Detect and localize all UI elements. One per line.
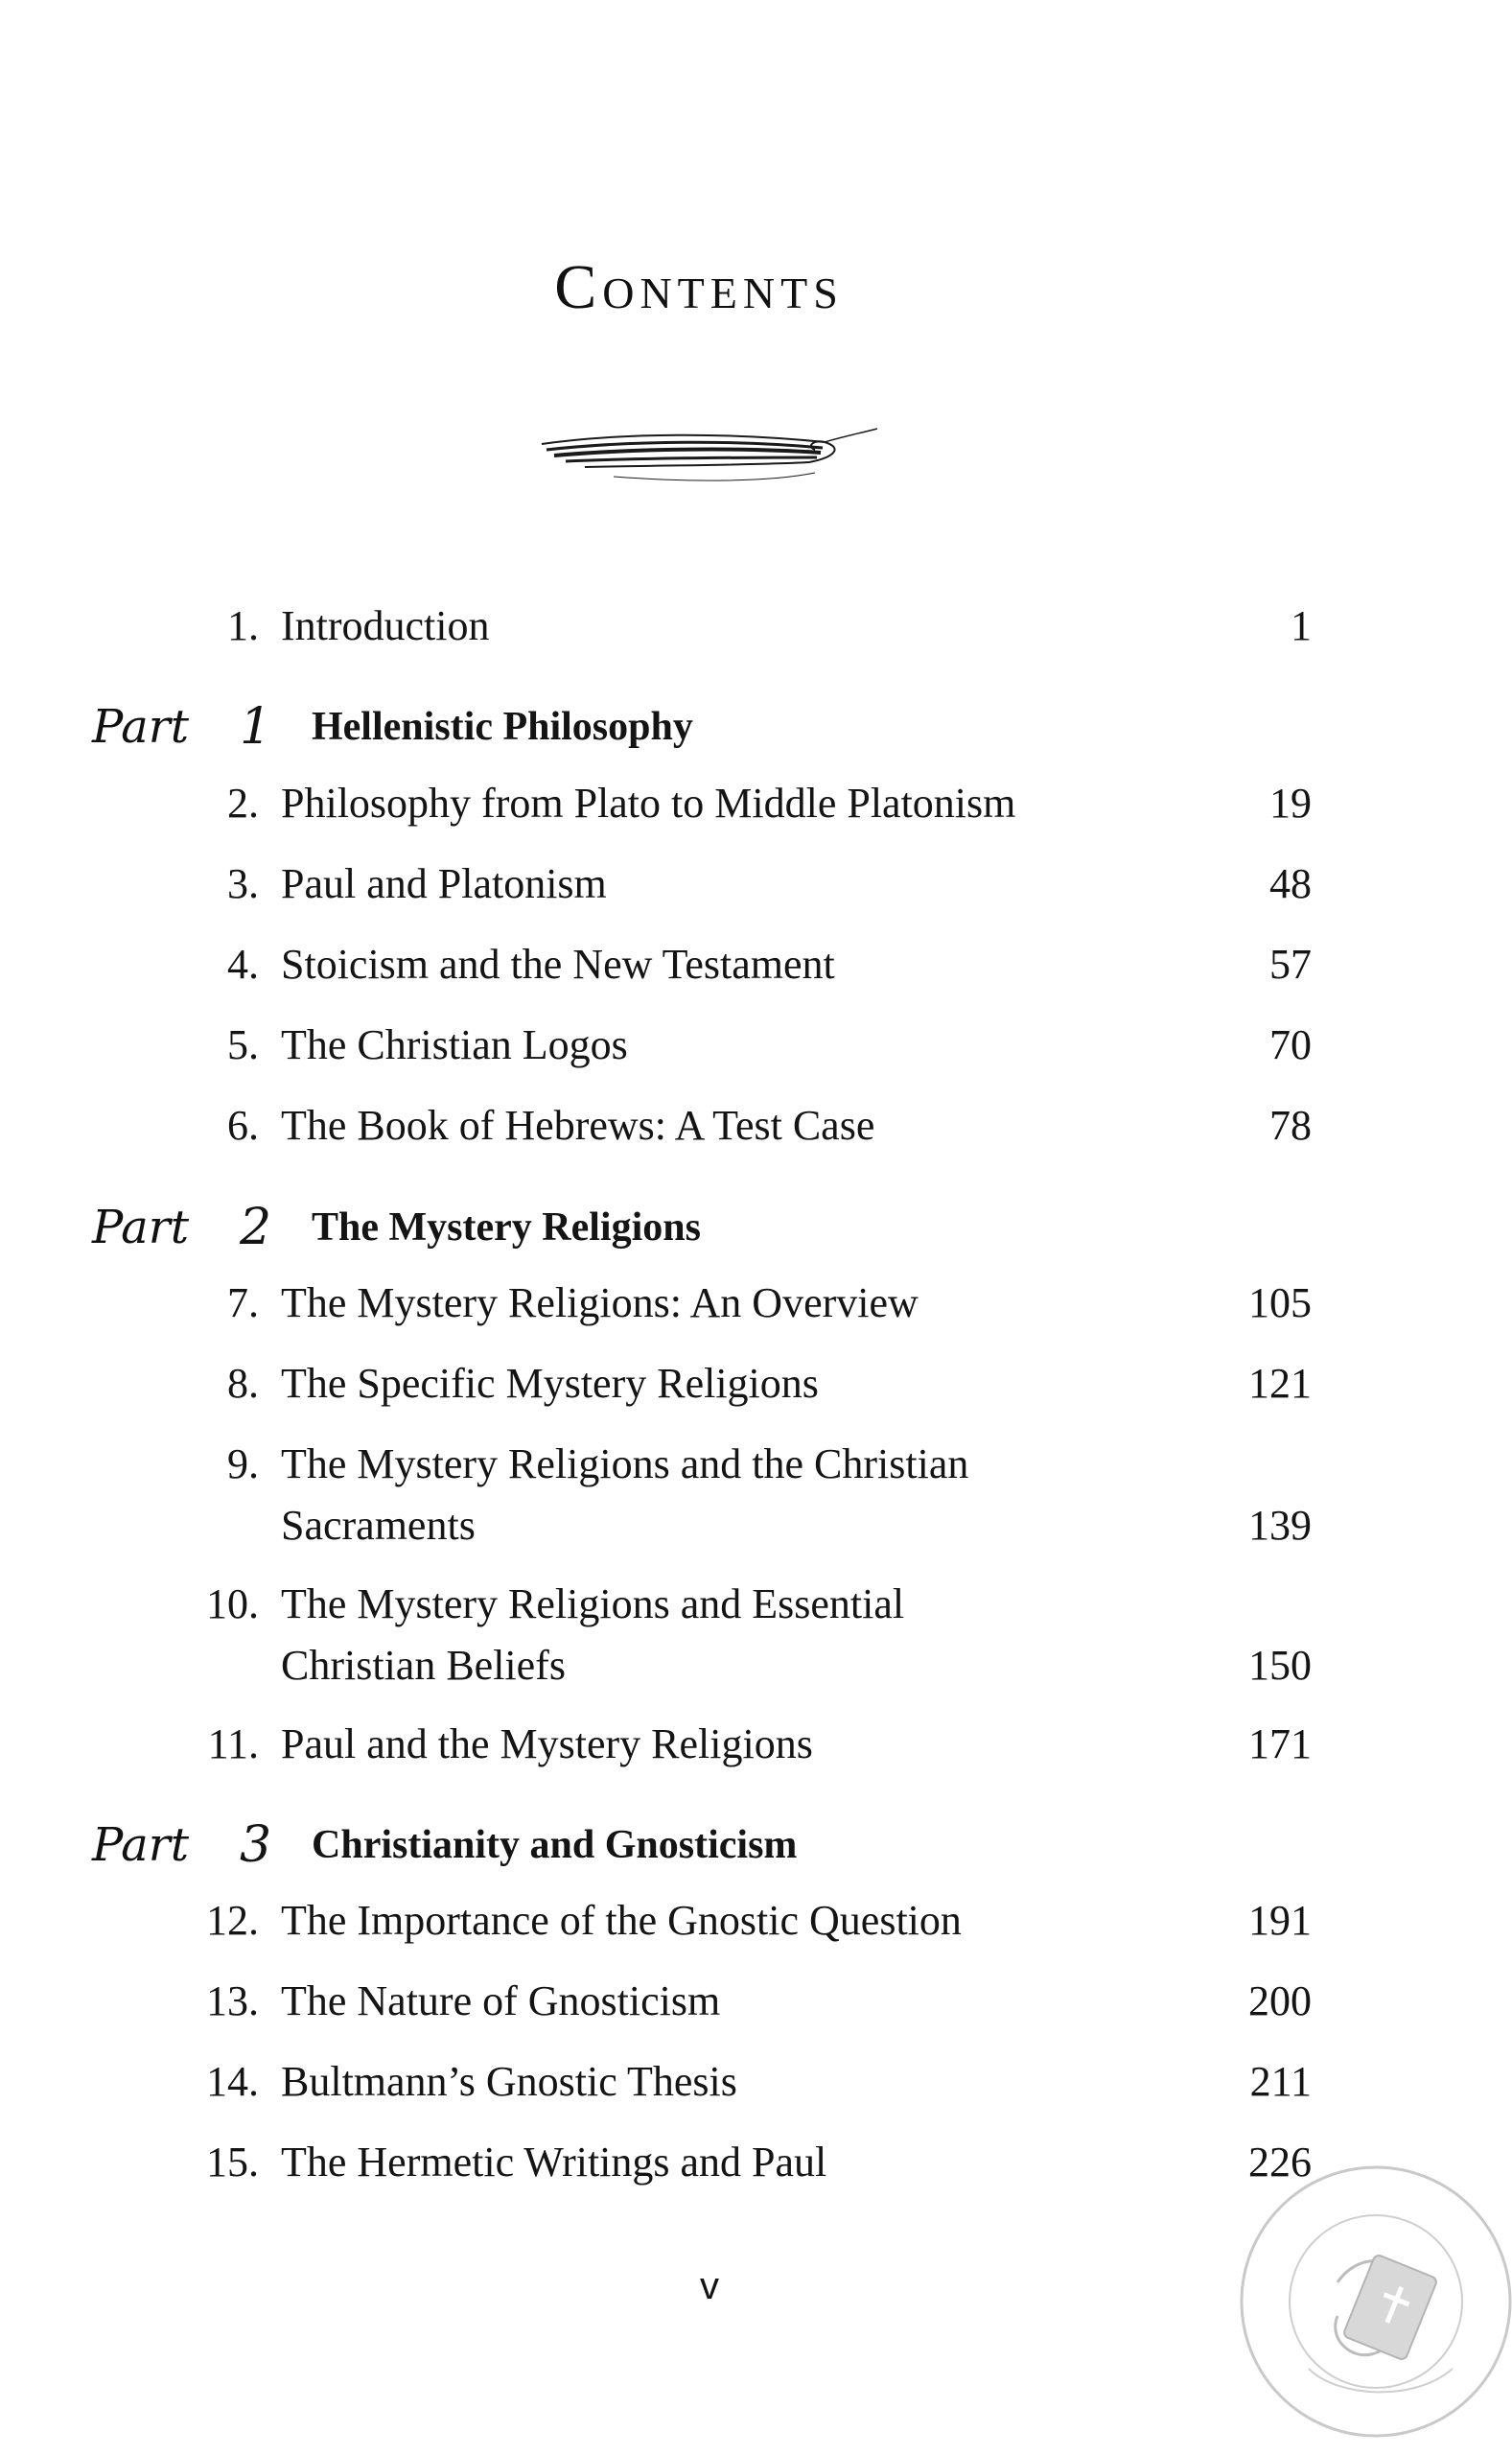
chapter-title: The Hermetic Writings and Paul	[281, 2139, 827, 2186]
chapter-number: 11.	[207, 1720, 259, 1767]
flourish-ornament-icon	[537, 408, 882, 499]
page-number: 226	[1248, 2139, 1312, 2186]
chapter-title: The Mystery Religions and Essential	[281, 1580, 905, 1627]
page-number: 139	[1248, 1502, 1312, 1549]
page-number: 78	[1269, 1102, 1312, 1149]
chapter-number: 4.	[227, 941, 259, 988]
part-heading	[0, 1807, 1512, 1883]
chapter-number: 13.	[206, 1977, 259, 2024]
page-number: 211	[1249, 2058, 1312, 2105]
chapter-title-continued: Christian Beliefs	[281, 1642, 566, 1689]
part-number: 1	[240, 698, 272, 756]
part-title: Christianity and Gnosticism	[312, 1823, 798, 1867]
part-heading	[0, 689, 1512, 765]
part-label: Part	[92, 1818, 189, 1872]
chapter-title: The Mystery Religions: An Overview	[281, 1279, 919, 1326]
page-number: 48	[1269, 860, 1312, 907]
page-number: 1	[1291, 602, 1312, 649]
chapter-number: 1.	[227, 602, 259, 649]
page-number: 105	[1248, 1279, 1312, 1326]
chapter-number: 6.	[227, 1102, 259, 1149]
chapter-number: 5.	[227, 1021, 259, 1068]
part-title: The Mystery Religions	[312, 1205, 701, 1250]
chapter-title: Stoicism and the New Testament	[281, 941, 835, 988]
chapter-number: 12.	[206, 1897, 259, 1944]
page-number: 150	[1248, 1642, 1312, 1689]
chapter-number: 14.	[206, 2058, 259, 2105]
chapter-title: The Specific Mystery Religions	[281, 1360, 819, 1407]
chapter-title-continued: Sacraments	[281, 1502, 476, 1549]
page-number: 171	[1248, 1720, 1312, 1767]
page-folio: v	[700, 2265, 719, 2307]
part-label: Part	[92, 1201, 189, 1254]
chapter-title: Paul and the Mystery Religions	[281, 1720, 813, 1767]
part-number: 2	[240, 1199, 272, 1256]
page-number: 57	[1269, 941, 1312, 988]
chapter-title: The Book of Hebrews: A Test Case	[281, 1102, 875, 1149]
watermark-seal-icon	[1194, 2119, 1512, 2455]
chapter-title: Introduction	[281, 602, 490, 649]
chapter-number: 10.	[206, 1580, 259, 1627]
page-number: 191	[1248, 1897, 1312, 1944]
chapter-title: The Nature of Gnosticism	[281, 1977, 721, 2024]
part-title: Hellenistic Philosophy	[312, 705, 693, 749]
chapter-number: 2.	[227, 780, 259, 827]
chapter-title: Paul and Platonism	[281, 860, 607, 907]
part-number: 3	[240, 1816, 272, 1874]
chapter-number: 9.	[227, 1440, 259, 1487]
chapter-number: 15.	[206, 2139, 259, 2186]
chapter-number: 7.	[227, 1279, 259, 1326]
page-number: 19	[1269, 780, 1312, 827]
page-number: 121	[1248, 1360, 1312, 1407]
part-label: Part	[92, 700, 189, 754]
part-heading	[0, 1189, 1512, 1266]
chapter-title: The Christian Logos	[281, 1021, 628, 1068]
page-title: Contents	[554, 252, 844, 322]
chapter-title: The Importance of the Gnostic Question	[281, 1897, 962, 1944]
chapter-title: The Mystery Religions and the Christian	[281, 1440, 969, 1487]
page-number: 200	[1248, 1977, 1312, 2024]
chapter-number: 3.	[227, 860, 259, 907]
page-number: 70	[1269, 1021, 1312, 1068]
chapter-title: Philosophy from Plato to Middle Platonism	[281, 780, 1016, 827]
chapter-number: 8.	[227, 1360, 259, 1407]
chapter-title: Bultmann’s Gnostic Thesis	[281, 2058, 737, 2105]
